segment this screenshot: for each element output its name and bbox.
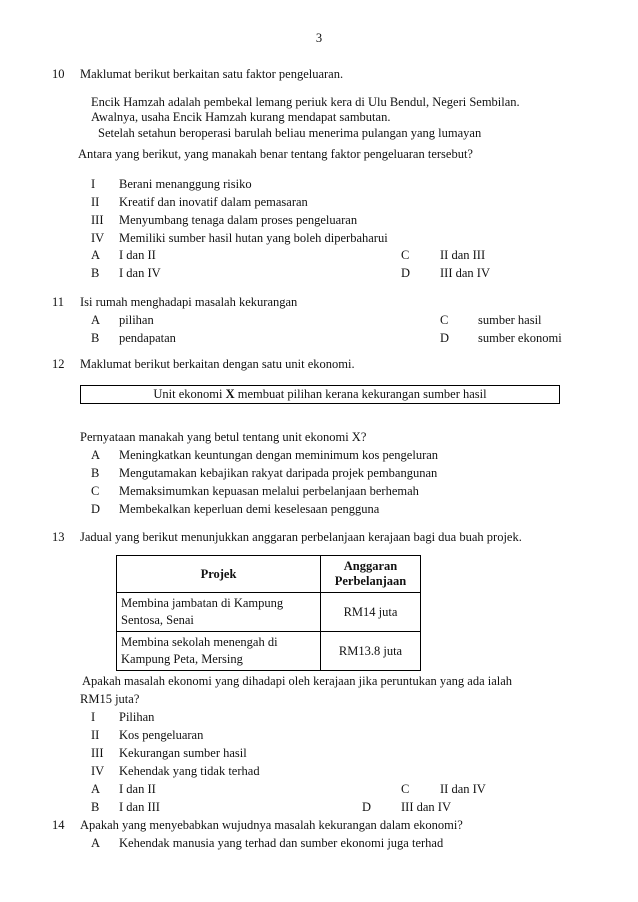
q10-statement: Kreatif dan inovatif dalam pemasaran [119, 195, 308, 209]
cell-line: Sentosa, Senai [121, 613, 194, 627]
q13-project-table [116, 555, 421, 671]
table-cell-cost: RM13.8 juta [321, 632, 421, 671]
q13-statement: Kos pengeluaran [119, 728, 204, 742]
q14-number: 14 [52, 818, 65, 832]
q10-option-letter[interactable]: A [91, 248, 101, 262]
q14-option-a[interactable]: Kehendak manusia yang terhad dan sumber ekonomi juga terhad [119, 836, 444, 850]
q13-statement: Kekurangan sumber hasil [119, 746, 247, 760]
q12-option-letter[interactable]: D [91, 502, 101, 516]
q13-statement: Kehendak yang tidak terhad [119, 764, 260, 778]
q13-option-letter[interactable]: B [91, 800, 100, 814]
table-cell-projek [117, 632, 321, 671]
q10-option-d[interactable]: III dan IV [440, 266, 490, 280]
table-row [117, 632, 421, 671]
q12-option-d[interactable]: Membekalkan keperluan demi keselesaan pengguna [119, 502, 380, 516]
q10-option-letter[interactable]: B [91, 266, 100, 280]
q13-statement-num: II [91, 728, 100, 742]
q11-option-letter[interactable]: A [91, 313, 101, 327]
page-number: 3 [315, 31, 323, 45]
q12-number: 12 [52, 357, 65, 371]
q10-statement-num: III [91, 213, 104, 227]
q12-option-c[interactable]: Memaksimumkan kepuasan melalui perbelanjaan berhemah [119, 484, 419, 498]
table-row [117, 593, 421, 632]
q10-statement: Memiliki sumber hasil hutan yang boleh diperbaharui [119, 231, 388, 245]
q12-stem: Maklumat berikut berkaitan dengan satu unit ekonomi. [80, 357, 355, 371]
cell-line: Membina sekolah menengah di [121, 635, 278, 649]
q13-option-c[interactable]: II dan IV [440, 782, 486, 796]
q10-number: 10 [52, 67, 65, 81]
q10-option-letter[interactable]: C [401, 248, 410, 262]
q10-statement: Menyumbang tenaga dalam proses pengeluaran [119, 213, 358, 227]
q12-question: Pernyataan manakah yang betul tentang unit ekonomi X? [80, 430, 367, 444]
q13-statement-num: III [91, 746, 104, 760]
q14-stem: Apakah yang menyebabkan wujudnya masalah kekurangan dalam ekonomi? [80, 818, 463, 832]
q12-box-unit: X [225, 387, 235, 401]
table-cell-cost: RM14 juta [321, 593, 421, 632]
q12-box-text: Unit ekonomi [153, 387, 223, 401]
table-cell-projek [117, 593, 321, 632]
q13-statement: Pilihan [119, 710, 155, 724]
q13-option-b[interactable]: I dan III [119, 800, 160, 814]
q10-passage-line: Awalnya, usaha Encik Hamzah kurang mendapat sambutan. [91, 110, 391, 124]
q10-passage-line: Encik Hamzah adalah pembekal lemang periuk kera di Ulu Bendul, Negeri Sembilan. [91, 95, 520, 109]
header-anggaran-line: Perbelanjaan [334, 574, 407, 588]
header-anggaran-line: Anggaran [343, 559, 398, 573]
header-anggaran [321, 556, 421, 593]
q11-option-d[interactable]: sumber ekonomi [478, 331, 562, 345]
q13-option-letter[interactable]: C [401, 782, 410, 796]
table-header-row [117, 556, 421, 593]
q13-option-d[interactable]: III dan IV [401, 800, 451, 814]
q12-info-box [80, 385, 560, 404]
q10-statement: Berani menanggung risiko [119, 177, 252, 191]
q10-stem: Maklumat berikut berkaitan satu faktor pengeluaran. [80, 67, 344, 81]
q10-question: Antara yang berikut, yang manakah benar tentang faktor pengeluaran tersebut? [78, 147, 473, 161]
q10-option-b[interactable]: I dan IV [119, 266, 161, 280]
q12-option-b[interactable]: Mengutamakan kebajikan rakyat daripada projek pembangunan [119, 466, 438, 480]
q11-option-letter[interactable]: B [91, 331, 100, 345]
q13-question-line: Apakah masalah ekonomi yang dihadapi oleh kerajaan jika peruntukan yang ada ialah [82, 674, 513, 688]
q11-stem: Isi rumah menghadapi masalah kekurangan [80, 295, 298, 309]
q11-option-c[interactable]: sumber hasil [478, 313, 542, 327]
q11-option-letter[interactable]: D [440, 331, 450, 345]
q12-option-a[interactable]: Meningkatkan keuntungan dengan meminimum kos pengeluran [119, 448, 439, 462]
q14-option-letter[interactable]: A [91, 836, 101, 850]
q13-option-letter[interactable]: A [91, 782, 101, 796]
q12-option-letter[interactable]: B [91, 466, 100, 480]
q13-question-line: RM15 juta? [80, 692, 140, 706]
q12-option-letter[interactable]: C [91, 484, 100, 498]
q10-statement-num: I [91, 177, 96, 191]
q10-statement-num: IV [91, 231, 105, 245]
q12-box-text: membuat pilihan kerana kekurangan sumber hasil [237, 387, 487, 401]
q10-option-a[interactable]: I dan II [119, 248, 156, 262]
cell-line: Kampung Peta, Mersing [121, 652, 243, 666]
q10-option-letter[interactable]: D [401, 266, 411, 280]
q11-option-b[interactable]: pendapatan [119, 331, 176, 345]
q10-passage-line: Setelah setahun beroperasi barulah beliau menerima pulangan yang lumayan [98, 126, 482, 140]
q13-statement-num: IV [91, 764, 105, 778]
header-projek: Projek [117, 556, 321, 593]
q13-option-a[interactable]: I dan II [119, 782, 156, 796]
q12-option-letter[interactable]: A [91, 448, 101, 462]
cell-line: Membina jambatan di Kampung [121, 596, 284, 610]
q11-option-letter[interactable]: C [440, 313, 449, 327]
q13-stem: Jadual yang berikut menunjukkan anggaran perbelanjaan kerajaan bagi dua buah projek. [80, 530, 522, 544]
q10-statement-num: II [91, 195, 100, 209]
q13-option-letter[interactable]: D [362, 800, 372, 814]
q11-number: 11 [52, 295, 65, 309]
q13-number: 13 [52, 530, 65, 544]
q10-option-c[interactable]: II dan III [440, 248, 486, 262]
q11-option-a[interactable]: pilihan [119, 313, 154, 327]
q13-statement-num: I [91, 710, 96, 724]
